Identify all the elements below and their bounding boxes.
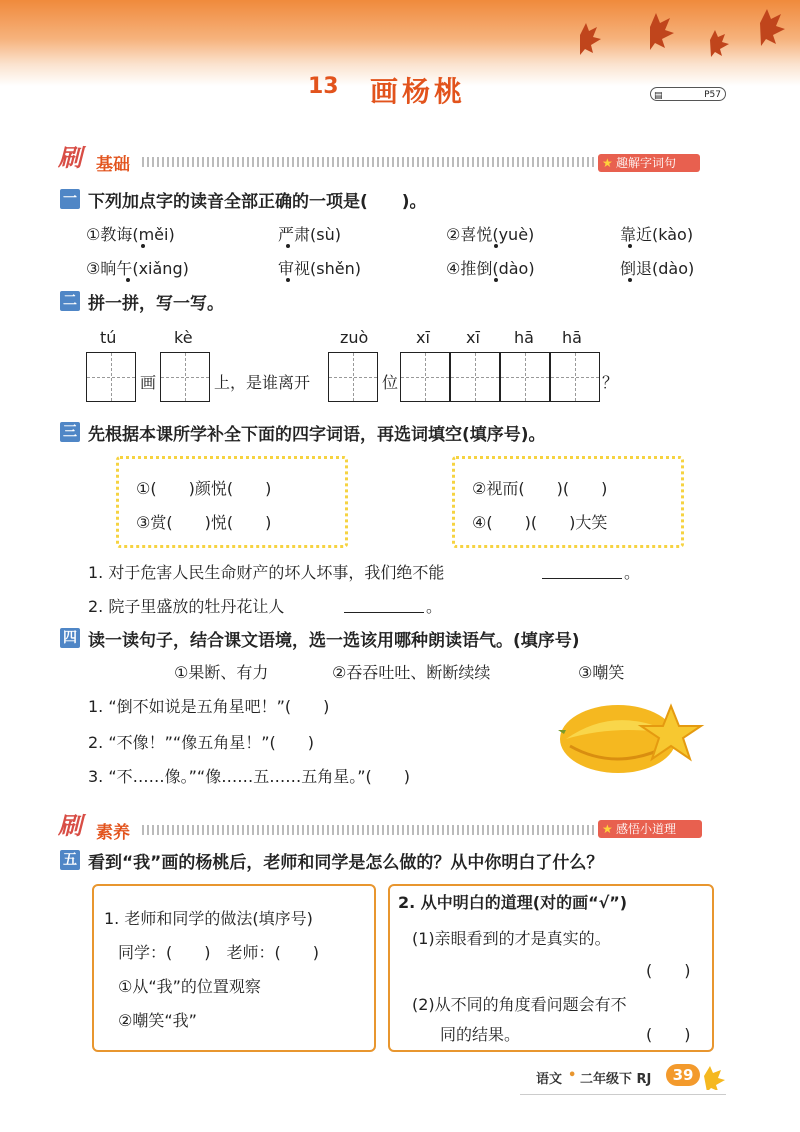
footer-dot: • (568, 1068, 577, 1083)
question-4-text: 读一读句子，结合课文语境，选一选该用哪种朗读语气。(填序号) (88, 631, 580, 651)
idiom-item: ③赏( )悦( ) (136, 513, 272, 532)
pinyin-label: kè (174, 328, 193, 347)
tone-choice: ②吞吞吐吐、断断续续 (332, 663, 491, 682)
right-box-line: 同的结果。 (440, 1025, 521, 1044)
idiom-item: ④( )( )大笑 (472, 513, 608, 532)
pinyin-label: zuò (340, 328, 369, 347)
emphasis-dot (494, 278, 498, 282)
question-2-text: 拼一拼，写一写。 (88, 294, 224, 314)
shua-logo: 刷 (58, 812, 82, 840)
q1-option: ③晌午(xiǎng) (86, 259, 189, 278)
answer-parentheses[interactable]: ( ) (646, 1025, 691, 1044)
idiom-box-left (116, 456, 348, 548)
section-tag-basics (598, 154, 700, 172)
q1-option: 审视(shěn) (278, 259, 361, 278)
idiom-box-right (452, 456, 684, 548)
q2-word: 上，是谁离开 (214, 373, 311, 392)
writing-box[interactable] (400, 352, 450, 402)
section-divider (142, 825, 594, 835)
emphasis-dot (286, 244, 290, 248)
idiom-item: ①( )颜悦( ) (136, 479, 272, 498)
tag-text: 感悟小道理 (616, 822, 677, 836)
star-icon: ★ (602, 156, 613, 170)
page-reference (650, 87, 726, 101)
page-number: 39 (666, 1064, 700, 1086)
footer-rule (520, 1094, 726, 1095)
fill-sentence-end: 。 (426, 597, 443, 616)
q2-word: 画 (140, 373, 157, 392)
emphasis-dot (628, 244, 632, 248)
right-box-line: 2. 从中明白的道理(对的画“√”) (398, 893, 628, 912)
writing-box[interactable] (160, 352, 210, 402)
section-title-basics: 基础 (96, 155, 130, 175)
fill-sentence-end: 。 (624, 563, 641, 582)
right-box-line: (2)从不同的角度看问题会有不 (412, 995, 627, 1014)
question-number-1: 一 (60, 189, 80, 209)
pinyin-label: tú (100, 328, 117, 347)
idiom-item: ②视而( )( ) (472, 479, 608, 498)
fill-sentence-1: 1. 对于危害人民生命财产的坏人坏事，我们绝不能 (88, 563, 445, 582)
answer-parentheses[interactable]: ( ) (646, 961, 691, 980)
tone-item: 1. “倒不如说是五角星吧！”( ) (88, 697, 330, 716)
emphasis-dot (141, 244, 145, 248)
question-number-2: 二 (60, 291, 80, 311)
q1-option: 靠近(kào) (620, 225, 694, 244)
left-box-line: ①从“我”的位置观察 (118, 977, 261, 996)
writing-box[interactable] (450, 352, 500, 402)
right-box-line: (1)亲眼看到的才是真实的。 (412, 929, 611, 948)
tone-choice: ①果断、有力 (174, 663, 269, 682)
q1-option: 严肃(sù) (278, 225, 341, 244)
writing-box[interactable] (500, 352, 550, 402)
writing-box[interactable] (550, 352, 600, 402)
maple-leaves-decoration (560, 5, 800, 65)
q1-option: 倒退(dào) (620, 259, 695, 278)
q1-option: ②喜悦(yuè) (446, 225, 535, 244)
star-icon: ★ (602, 822, 613, 836)
writing-box[interactable] (328, 352, 378, 402)
question-5-text: 看到“我”画的杨桃后，老师和同学是怎么做的？从中你明白了什么？ (88, 853, 604, 873)
section-title-literacy: 素养 (96, 823, 130, 843)
emphasis-dot (286, 278, 290, 282)
question-number-3: 三 (60, 422, 80, 442)
left-box-line: 同学：( ) 老师：( ) (118, 943, 319, 962)
left-box-line: 1. 老师和同学的做法(填序号) (104, 909, 313, 928)
q2-word: 位 (382, 373, 399, 392)
q1-option: ①教诲(měi) (86, 225, 175, 244)
question-1-text: 下列加点字的读音全部正确的一项是( )。 (88, 192, 427, 212)
question-number-5: 五 (60, 850, 80, 870)
emphasis-dot (628, 278, 632, 282)
left-box-line: ②嘲笑“我” (118, 1011, 197, 1030)
writing-box[interactable] (86, 352, 136, 402)
pinyin-label: xī (466, 328, 480, 347)
section-tag-literacy (598, 820, 702, 838)
question-number-4: 四 (60, 628, 80, 648)
leaf-icon (698, 1060, 728, 1090)
footer-grade: 二年级下 RJ (580, 1072, 652, 1087)
tone-item: 2. “不像！”“像五角星！”( ) (88, 733, 314, 752)
pinyin-label: hā (562, 328, 582, 347)
lesson-title: 画杨桃 (370, 75, 467, 108)
fill-blank[interactable] (344, 612, 424, 613)
tone-item: 3. “不……像。”“像……五……五角星。”( ) (88, 767, 410, 786)
section-divider (142, 157, 594, 167)
emphasis-dot (494, 244, 498, 248)
question-3-text: 先根据本课所学补全下面的四字词语，再选词填空(填序号)。 (88, 425, 546, 445)
pinyin-label: xī (416, 328, 430, 347)
starfruit-illustration (556, 684, 706, 784)
pinyin-label: hā (514, 328, 534, 347)
emphasis-dot (126, 278, 130, 282)
q2-word: ？ (602, 373, 619, 392)
lesson-number: 13 (308, 74, 339, 99)
book-icon: ▤ (654, 91, 663, 101)
page-ref-text: P57 (704, 90, 721, 100)
footer-subject: 语文 (536, 1072, 563, 1087)
fill-sentence-2: 2. 院子里盛放的牡丹花让人 (88, 597, 285, 616)
tag-text: 趣解字词句 (616, 156, 677, 170)
tone-choice: ③嘲笑 (578, 663, 625, 682)
fill-blank[interactable] (542, 578, 622, 579)
shua-logo: 刷 (58, 144, 82, 172)
q1-option: ④推倒(dào) (446, 259, 535, 278)
